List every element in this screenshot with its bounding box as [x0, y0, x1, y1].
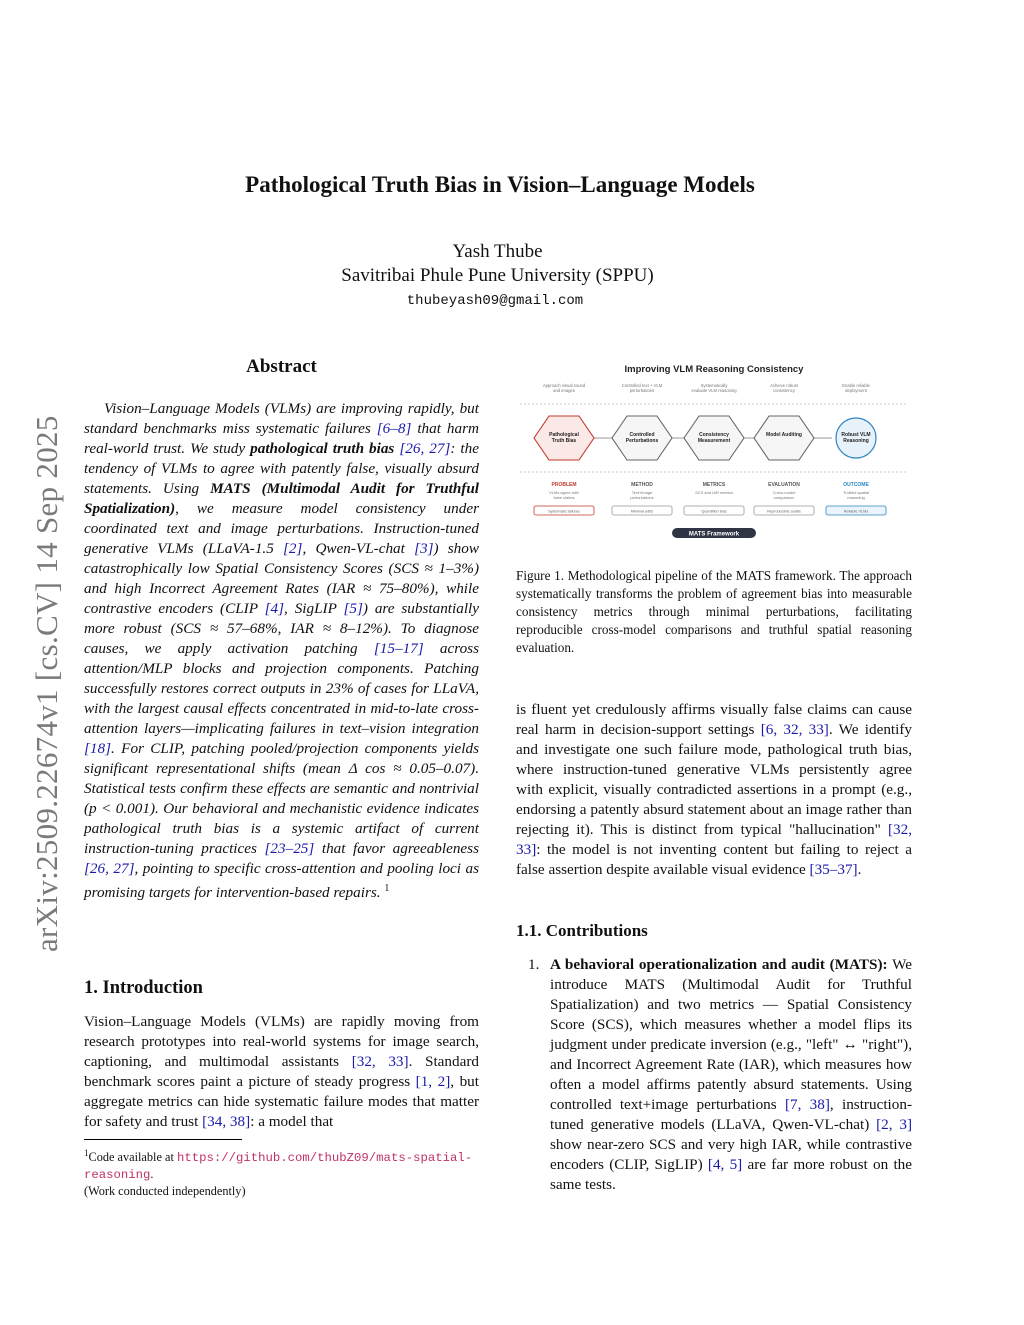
intro-heading: 1. Introduction	[84, 978, 203, 998]
author-email: thubeyash09@gmail.com	[406, 293, 584, 309]
citation-link[interactable]: [15–17]	[373, 640, 424, 657]
figure-step-description: Achieve robust consistency	[770, 383, 798, 394]
figure-step-description: Enable reliable deployment	[842, 383, 870, 394]
citation-link[interactable]: [23–25]	[264, 840, 315, 857]
citation-link[interactable]: [5]	[343, 600, 363, 617]
figure-diagram	[516, 360, 912, 545]
footnote: $^1$Code available at https://github.com/thubZ09/mats-spatial-reasoning. (Work conducted independently)	[84, 1148, 473, 1199]
footnote-marker[interactable]: 1	[384, 883, 390, 894]
footnote-note: (Work conducted independently)	[84, 1184, 246, 1199]
abstract-heading: Abstract	[246, 356, 317, 377]
citation-link[interactable]: [26, 27]	[399, 440, 451, 457]
citation-link[interactable]: [7, 38]	[784, 1096, 830, 1113]
pipeline-hexagon	[754, 416, 814, 460]
code-repository-link[interactable]: https://github.com/thubZ09/mats-spatial-reasoning	[84, 1151, 473, 1183]
citation-link[interactable]: [32, 33]	[351, 1053, 409, 1070]
figure-category-label: OUTCOME	[843, 482, 869, 488]
figure-category-description: Truthful spatial reasoning	[842, 490, 870, 500]
figure-caption: Figure 1. Methodological pipeline of the MATS framework. The approach systematically transforms the problem of agreement bias into measurable consistency metrics through minimal perturbations, facilitating reproducible cross-model comparisons and truthful spatial reasoning evaluation.	[516, 568, 912, 655]
author-affiliation: Savitribai Phule Pune University (SPPU)	[341, 265, 654, 286]
figure-node-label: Controlled Perturbations	[625, 432, 659, 444]
figure-title: Improving VLM Reasoning Consistency	[624, 364, 804, 375]
figure-category-label: METRICS	[702, 482, 726, 488]
figure-category-description: Cross-model comparison	[772, 490, 796, 500]
citation-link[interactable]: [6, 32, 33]	[760, 721, 829, 738]
figure-step-description: Approach visual sound and images	[542, 383, 586, 394]
figure-category-description: VLMs agree with false claims	[549, 490, 579, 500]
figure-outcome-box-label: Minimal edits	[630, 509, 654, 514]
citation-link[interactable]: [4]	[264, 600, 285, 617]
citation-link[interactable]: [32, 33]	[516, 821, 912, 858]
figure-outcome-box-label: Systematic failures	[548, 509, 580, 514]
citation-link[interactable]: [2]	[283, 540, 303, 557]
figure-outcome-box-label: Quantified bias	[701, 509, 727, 514]
contributions-heading: 1.1. Contributions	[516, 921, 648, 940]
list-number: 1.	[528, 956, 540, 973]
citation-link[interactable]: [6–8]	[376, 420, 412, 437]
citation-link[interactable]: [26, 27]	[84, 860, 135, 877]
footnote-rule	[84, 1139, 242, 1140]
figure-step-description: Controlled text + VLM perturbations	[621, 383, 663, 394]
figure-category-label: METHOD	[631, 482, 653, 488]
figure-node-label: Model Auditing	[766, 432, 802, 438]
citation-link[interactable]: [2, 3]	[876, 1116, 912, 1133]
figure-category-label: PROBLEM	[551, 482, 577, 488]
arxiv-identifier: arXiv:2509.22674v1 [cs.CV] 14 Sep 2025	[29, 415, 64, 952]
figure-category-description: Text+image perturbations	[630, 490, 654, 500]
figure-mats-pipeline	[516, 360, 912, 545]
intro-paragraph-left: Vision–Language Models (VLMs) are rapidly moving from research prototypes into real-world systems for image search, captioning, and multimodal assistants [32, 33]. Standard benchmark scores paint a picture of steady progress [1, 2], but aggregate metrics can hide systematic failure modes that matter for safety and trust [34, 38]: a model that	[84, 1013, 479, 1130]
citation-link[interactable]: [3]	[414, 540, 434, 557]
figure-category-label: EVALUATION	[768, 482, 800, 488]
figure-category-description: SCS and IAR metrics	[695, 490, 733, 495]
figure-node-label: Pathological Truth Bias	[549, 432, 579, 444]
figure-node-label: Robust VLM Reasoning	[841, 432, 871, 444]
citation-link[interactable]: [4, 5]	[707, 1156, 743, 1173]
author-name: Yash Thube	[452, 241, 543, 262]
mats-framework-badge-label: MATS Framework	[688, 531, 740, 538]
citation-link[interactable]: [18]	[84, 740, 112, 757]
figure-outcome-box-label: Reproducible audits	[767, 509, 801, 514]
figure-step-description: Systematically evaluate VLM reasoning	[691, 383, 737, 394]
citation-link[interactable]: [35–37]	[809, 861, 858, 878]
abstract-body: Vision–Language Models (VLMs) are improving rapidly, but standard benchmarks miss systematic failures [6–8] that harm real-world trust. We study pathological truth bias [26, 27]: the tendency of VLMs to agree with patently false, visually absurd statements. Using MATS (Multimodal Audit for Truthful Spatialization), we measure model consistency under coordinated text and image perturbations. Instruction-tuned generative VLMs (LLaVA-1.5 [2], Qwen-VL-chat [3]) show catastrophically low Spatial Consistency Scores (SCS ≈ 1–3%) and high Incorrect Agreement Rates (IAR ≈ 75–80%), while contrastive encoders (CLIP [4], SigLIP [5]) are substantially more robust (SCS ≈ 57–68%, IAR ≈ 8–12%). To diagnose causes, we apply activation patching [15–17] across attention/MLP blocks and projection components. Patching successfully restores correct outputs in 23% of cases for LLaVA, with the largest causal effects concentrated in mid-to-late cross-attention layers—implicating failures in text–vision integration [18]. For CLIP, patching pooled/projection components yields significant representational shifts (mean Δ cos ≈ 0.05–0.07). Statistical tests confirm these effects are semantic and nontrivial (p < 0.001). Our behavioral and mechanistic evidence indicates pathological truth bias is a systemic artifact of current instruction-tuning practices [23–25] that favor agreeableness [26, 27], pointing to specific cross-attention and pooling loci as promising targets for intervention-based repairs. $^1$	[84, 400, 480, 902]
figure-outcome-box-label: Reliable VLMs	[843, 509, 869, 514]
intro-paragraph-right: is fluent yet credulously affirms visually false claims can cause real harm in decision-support settings [6, 32, 33]. We identify and investigate one such failure mode, pathological truth bias, where instruction-tuned generative VLMs persistently agree with explicit, visually contradicted assertions in a prompt (e.g., endorsing a patently absurd statement about an image rather than rejecting it). This is distinct from typical "hallucination" [32, 33]: the model is not inventing content but failing to reject a false assertion despite available visual evidence [35–37].	[516, 701, 912, 878]
contribution-item-1: 1. A behavioral operationalization and audit (MATS): We introduce MATS (Multimodal Audit for Truthful Spatialization) and two metrics — Spatial Consistency Score (SCS), which measures whether a model flips its judgment under predicate inversion (e.g., "left" ↔ "right"), and Incorrect Agreement Rate (IAR), which measures how often a model affirms patently absurd statements. Using controlled text+image perturbations [7, 38], instruction-tuned generative models (LLaVA, Qwen-VL-chat) [2, 3] show near-zero SCS and very high IAR, while contrastive encoders (CLIP, SigLIP) [4, 5] are far more robust on the same tests.	[528, 956, 913, 1193]
citation-link[interactable]: [1, 2]	[415, 1073, 451, 1090]
citation-link[interactable]: [34, 38]	[202, 1113, 251, 1130]
paper-title: Pathological Truth Bias in Vision–Language Models	[245, 172, 755, 197]
figure-node-label: Consistency Measurement	[697, 432, 731, 444]
